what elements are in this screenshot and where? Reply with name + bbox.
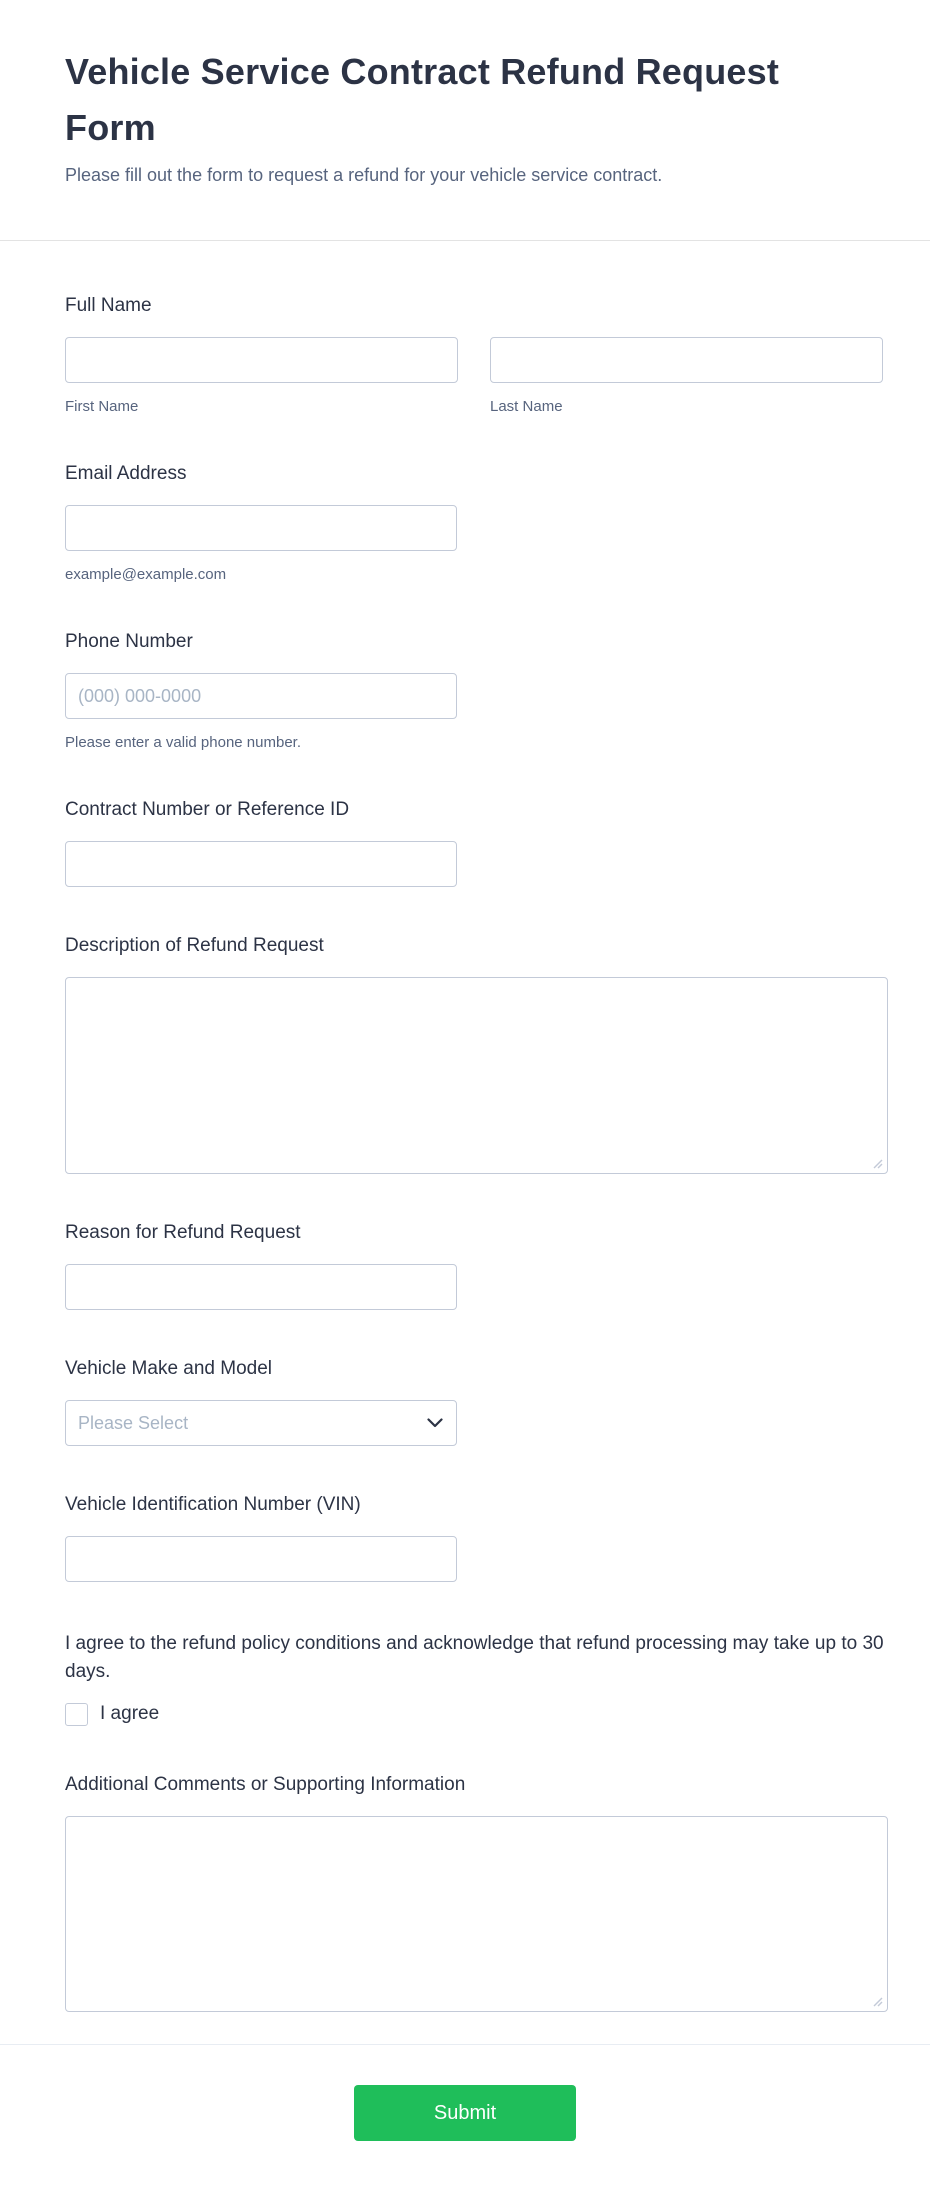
submit-button[interactable]: Submit [354,2085,576,2141]
contract-number-input[interactable] [65,841,457,887]
field-agreement [65,1630,888,1726]
page-title: Vehicle Service Contract Refund Request Form [65,51,780,148]
field-reason [65,1222,888,1310]
vehicle-make-model-select[interactable] [65,1400,457,1446]
phone-label: Phone Number [65,631,193,652]
last-name-col [490,337,883,415]
email-sublabel: example@example.com [65,566,227,583]
field-vin [65,1494,888,1582]
reason-label: Reason for Refund Request [65,1222,301,1243]
first-name-input[interactable] [65,337,458,383]
reason-input[interactable] [65,1264,457,1310]
field-description [65,935,888,1174]
agreement-checkbox[interactable] [65,1703,88,1726]
comments-label: Additional Comments or Supporting Information [65,1774,466,1795]
field-phone [65,631,888,751]
description-textarea[interactable] [65,977,888,1174]
phone-sublabel: Please enter a valid phone number. [65,734,301,751]
field-vehicle-make-model [65,1358,888,1446]
email-input[interactable] [65,505,457,551]
vehicle-make-model-label: Vehicle Make and Model [65,1358,273,1379]
field-full-name [65,295,888,415]
field-contract-number [65,799,888,887]
agreement-label: I agree to the refund policy conditions and acknowledge that refund processing may take up to 30 days. [65,1633,884,1682]
field-comments [65,1774,888,2012]
form-body [0,241,930,2045]
submit-section [0,2045,930,2192]
comments-textarea[interactable] [65,1816,888,2012]
last-name-input[interactable] [490,337,883,383]
contract-number-label: Contract Number or Reference ID [65,799,350,820]
vehicle-make-model-select-wrap [65,1400,457,1446]
phone-input[interactable] [65,673,457,719]
first-name-col [65,337,458,415]
form-subtitle: Please fill out the form to request a refund for your vehicle service contract. [65,165,663,185]
form-header [0,0,930,241]
vin-input[interactable] [65,1536,457,1582]
first-name-sublabel: First Name [65,398,139,415]
vin-label: Vehicle Identification Number (VIN) [65,1494,361,1515]
name-row [65,337,888,415]
field-email [65,463,888,583]
agreement-checkbox-row[interactable] [65,1702,159,1726]
description-textarea-wrap [65,977,888,1174]
description-label: Description of Refund Request [65,935,324,956]
agreement-checkbox-label: I agree [100,1703,160,1724]
comments-textarea-wrap [65,1816,888,2012]
email-label: Email Address [65,463,187,484]
full-name-label: Full Name [65,295,152,316]
last-name-sublabel: Last Name [490,398,563,415]
